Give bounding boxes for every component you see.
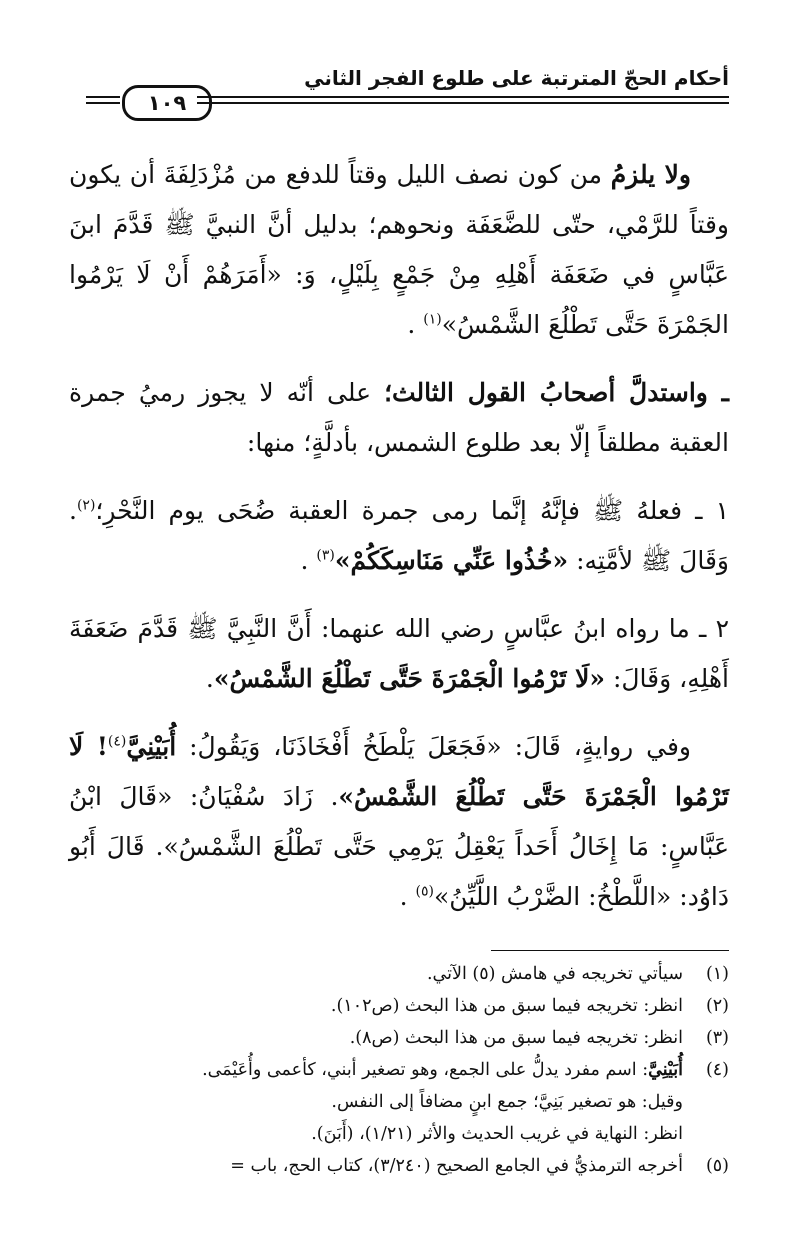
p3-end: . — [300, 546, 317, 575]
footnote-text — [59, 1054, 683, 1086]
footnote-number: (٥) — [705, 1156, 729, 1176]
p3-text: ١ ـ فعلهُ ﷺ فإنَّهُ إنَّما رمى جمرة العقبة ضُحَى يوم النَّحْرِ؛ — [95, 496, 729, 525]
paragraph-1 — [69, 150, 729, 350]
p4-text: ٢ ـ ما رواه ابنُ عبَّاسٍ رضي الله عنهما: أَنَّ النَّبِيَّ ﷺ قَدَّمَ ضَعَفَةَ أَهْلِهِ، وَقَالَ: — [69, 614, 729, 693]
footnote-4-cont-1: وقيل: هو تصغير بَنِيَّ؛ جمع ابنٍ مضافاً إلى النفس. — [331, 1092, 683, 1112]
p2-lead: ـ واستدلَّ أصحابُ القول الثالث؛ — [384, 378, 729, 407]
footnote-ref-4: (٤) — [107, 733, 127, 750]
footnote-separator — [491, 950, 729, 951]
header-rule-right — [197, 96, 729, 98]
p4-end: . — [205, 664, 214, 693]
footnote-number: (٤) — [705, 1060, 729, 1080]
footnotes — [59, 958, 729, 1182]
footnote-text: أخرجه الترمذيُّ في الجامع الصحيح (٣/٢٤٠)، كتاب الحج، باب = — [230, 1156, 683, 1176]
footnote-4 — [59, 1054, 729, 1086]
p3-text-b: . وَقَالَ ﷺ لأمَّتِه: — [69, 496, 729, 575]
running-title: أحكام الحجّ المترتبة على طلوع الفجر الثاني — [304, 66, 729, 90]
p1-text: من كون نصف الليل وقتاً للدفع من مُزْدَلِفَةَ أن يكون وقتاً للرَّمْي، حتّى للضَّعَفَة ونحوهم؛ بدليل أنَّ النبيَّ ﷺ قَدَّمَ ابنَ عَبَّاسٍ في ضَعَفَة أَهْلِهِ مِنْ جَمْعٍ بِلَيْلٍ، وَ: «أَمَرَهُمْ أَنْ لَا يَرْمُوا الجَمْرَةَ حَتَّى تَطْلُعَ الشَّمْسُ» — [69, 160, 729, 339]
footnote-ref-2: (٢) — [76, 497, 96, 514]
p5-word: أُبَيْنِيَّ — [126, 732, 177, 761]
footnote-1 — [59, 958, 729, 990]
footnote-ref-1: (١) — [423, 311, 442, 328]
footnote-3 — [59, 1022, 729, 1054]
footnote-ref-3: (٣) — [316, 547, 335, 564]
footnote-4-cont-2: انظر: النهاية في غريب الحديث والأثر (١/٢١)، (أَبَنَ). — [311, 1124, 683, 1144]
p3-hadith: «خُذُوا عَنِّي مَنَاسِكَكُمْ» — [334, 546, 569, 575]
header-rule-right-2 — [197, 102, 729, 104]
footnote-headword: أُبَيْنِيَّ — [648, 1060, 683, 1080]
paragraph-4 — [69, 604, 729, 704]
main-text — [69, 150, 729, 922]
footnote-number: (٣) — [705, 1028, 729, 1048]
header-rule-left-2 — [86, 102, 120, 104]
p5-end: . — [399, 882, 416, 911]
p1-lead: ولا يلزمُ — [610, 160, 692, 189]
page-number: ١٠٩ — [122, 85, 212, 121]
p2-text: على أنّه لا يجوز رميُ جمرة العقبة مطلقاً إلّا بعد طلوع الشمس، بأدلَّةٍ؛ منها: — [69, 378, 729, 457]
footnote-2 — [59, 990, 729, 1022]
paragraph-2 — [69, 368, 729, 468]
paragraph-3 — [69, 486, 729, 586]
footnote-text: سيأتي تخريجه في هامش (٥) الآتي. — [426, 964, 683, 984]
footnote-text: انظر: تخريجه فيما سبق من هذا البحث (ص٨). — [349, 1028, 683, 1048]
p5-text: وفي روايةٍ، قَالَ: «فَجَعَلَ يَلْطَخُ أَفْخَاذَنَا، وَيَقُولُ: — [176, 732, 692, 761]
paragraph-5 — [69, 722, 729, 922]
p1-end: . — [407, 310, 424, 339]
footnote-ref-5: (٥) — [415, 883, 434, 900]
p5-text-b: . زَادَ سُفْيَانُ: «قَالَ ابْنُ عَبَّاسٍ: مَا إِخَالُ أَحَداً يَعْقِلُ يَرْمِي حَتَّى تَطْلُعَ الشَّمْسُ». قَالَ أَبُو دَاوُد: «اللَّطْخُ: الضَّرْبُ اللَّيِّنُ» — [69, 782, 729, 911]
header-rule-left — [86, 96, 120, 98]
footnote-number: (٢) — [705, 996, 729, 1016]
p4-hadith: «لَا تَرْمُوا الْجَمْرَةَ حَتَّى تَطْلُعَ الشَّمْسُ» — [213, 664, 605, 693]
footnote-5 — [59, 1150, 729, 1182]
footnote-definition: : اسم مفرد يدلُّ على الجمع، وهو تصغير أبني، كأعمى وأُعَيْمَى. — [202, 1060, 649, 1080]
footnote-number: (١) — [705, 964, 729, 984]
footnote-text: انظر: تخريجه فيما سبق من هذا البحث (ص١٠٢). — [330, 996, 683, 1016]
p5-hadith: ! لَا تَرْمُوا الْجَمْرَةَ حَتَّى تَطْلُعَ الشَّمْسُ» — [69, 732, 729, 811]
